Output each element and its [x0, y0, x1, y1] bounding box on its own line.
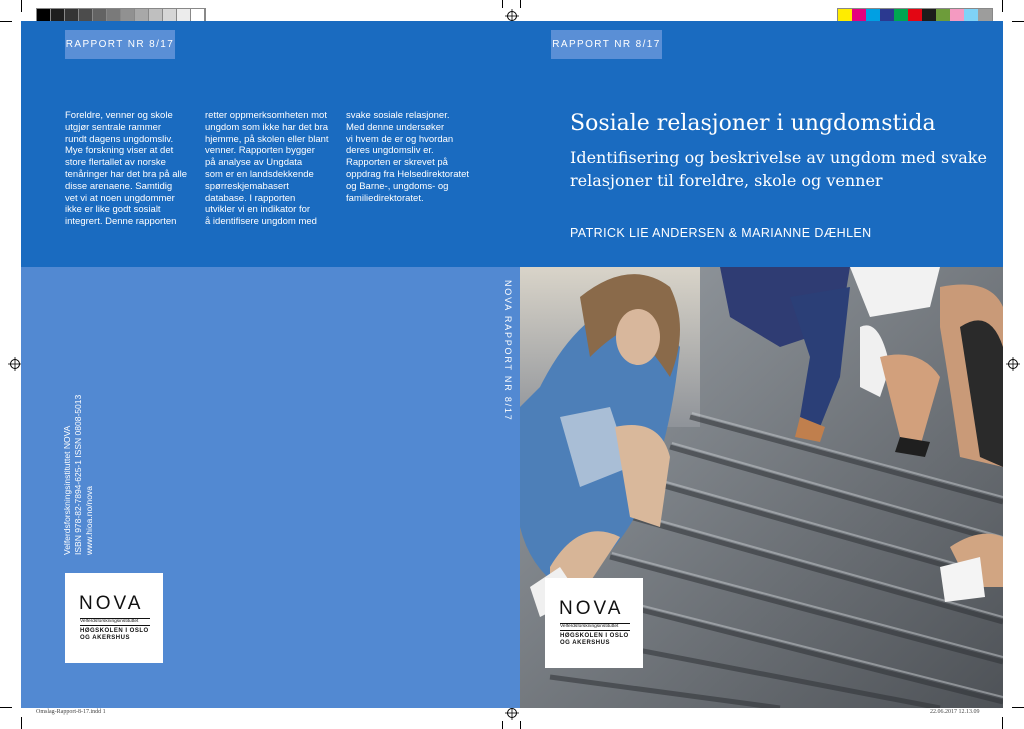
back-report-badge: RAPPORT NR 8/17	[65, 30, 175, 59]
crop-mark	[0, 21, 12, 22]
publisher-info	[62, 385, 95, 555]
crop-mark	[520, 0, 521, 8]
report-subtitle: Identifisering og beskrivelse av ungdom med svake relasjoner til foreldre, skole og venner	[570, 148, 987, 190]
crop-mark	[1002, 0, 1003, 12]
crop-mark	[21, 717, 22, 729]
back-cover-text-column-3: svake sosiale relasjoner. Med denne undersøker vi hvem de er og hvordan deres ungdomsliv er. Rapporten er skrevet på oppdrag fra Helsedirektoratet og Barne-, ungdoms- og familiedirektoratet.	[346, 110, 470, 204]
nova-logo	[545, 578, 643, 668]
registration-mark-icon	[505, 706, 519, 720]
front-report-badge: RAPPORT NR 8/17	[551, 30, 662, 59]
print-file-label: Omslag-Rapport-8-17.indd 1	[36, 709, 106, 715]
crop-mark	[502, 721, 503, 729]
report-title: Sosiale relasjoner i ungdomstida	[570, 111, 936, 136]
spine-text: NOVA RAPPORT NR 8/17	[503, 280, 513, 422]
print-timestamp: 22.06.2017 12.13.09	[930, 709, 980, 715]
publisher-name: Velferdsforskningsinstituttet NOVA	[62, 425, 72, 555]
logo-school: HØGSKOLEN I OSLO OG AKERSHUS	[560, 633, 629, 647]
crop-mark	[520, 721, 521, 729]
registration-mark-icon	[1006, 357, 1020, 371]
logo-school: HØGSKOLEN I OSLO OG AKERSHUS	[80, 628, 149, 642]
report-authors: PATRICK LIE ANDERSEN & MARIANNE DÆHLEN	[570, 226, 872, 240]
crop-mark	[1012, 21, 1024, 22]
logo-institute: Velferdsforskningsinstituttet	[80, 618, 150, 626]
crop-mark	[502, 0, 503, 8]
back-cover-text-column-1: Foreldre, venner og skole utgjør sentrale rammer rundt dagens ungdomsliv. Mye forskning viser at det store flertallet av norske tenåringer har det bra på alle disse arenaene. Samtidig vet vi at noen ungdommer ikke er like godt sosialt integrert. Denne rapporten	[65, 110, 187, 228]
back-cover-text-column-2: retter oppmerksomheten mot ungdom som ikke har det bra hjemme, på skolen eller blant venner. Rapporten bygger på analyse av Ungdata som er en landsdekkende spørreskjemabasert database. I rapporten utvikler vi en indikator for å identifisere ungdom med	[205, 110, 329, 228]
crop-mark	[0, 707, 12, 708]
crop-mark	[1012, 707, 1024, 708]
logo-wordmark: NOVA	[79, 593, 144, 614]
nova-logo	[65, 573, 163, 663]
publisher-url: www.hioa.no/nova	[84, 486, 94, 555]
logo-wordmark: NOVA	[559, 598, 624, 619]
crop-mark	[21, 0, 22, 12]
isbn-issn: ISBN 978-82-7894-625-1 ISSN 0808-5013	[73, 394, 83, 555]
logo-institute: Velferdsforskningsinstituttet	[560, 623, 630, 631]
registration-mark-icon	[8, 357, 22, 371]
crop-mark	[1002, 717, 1003, 729]
